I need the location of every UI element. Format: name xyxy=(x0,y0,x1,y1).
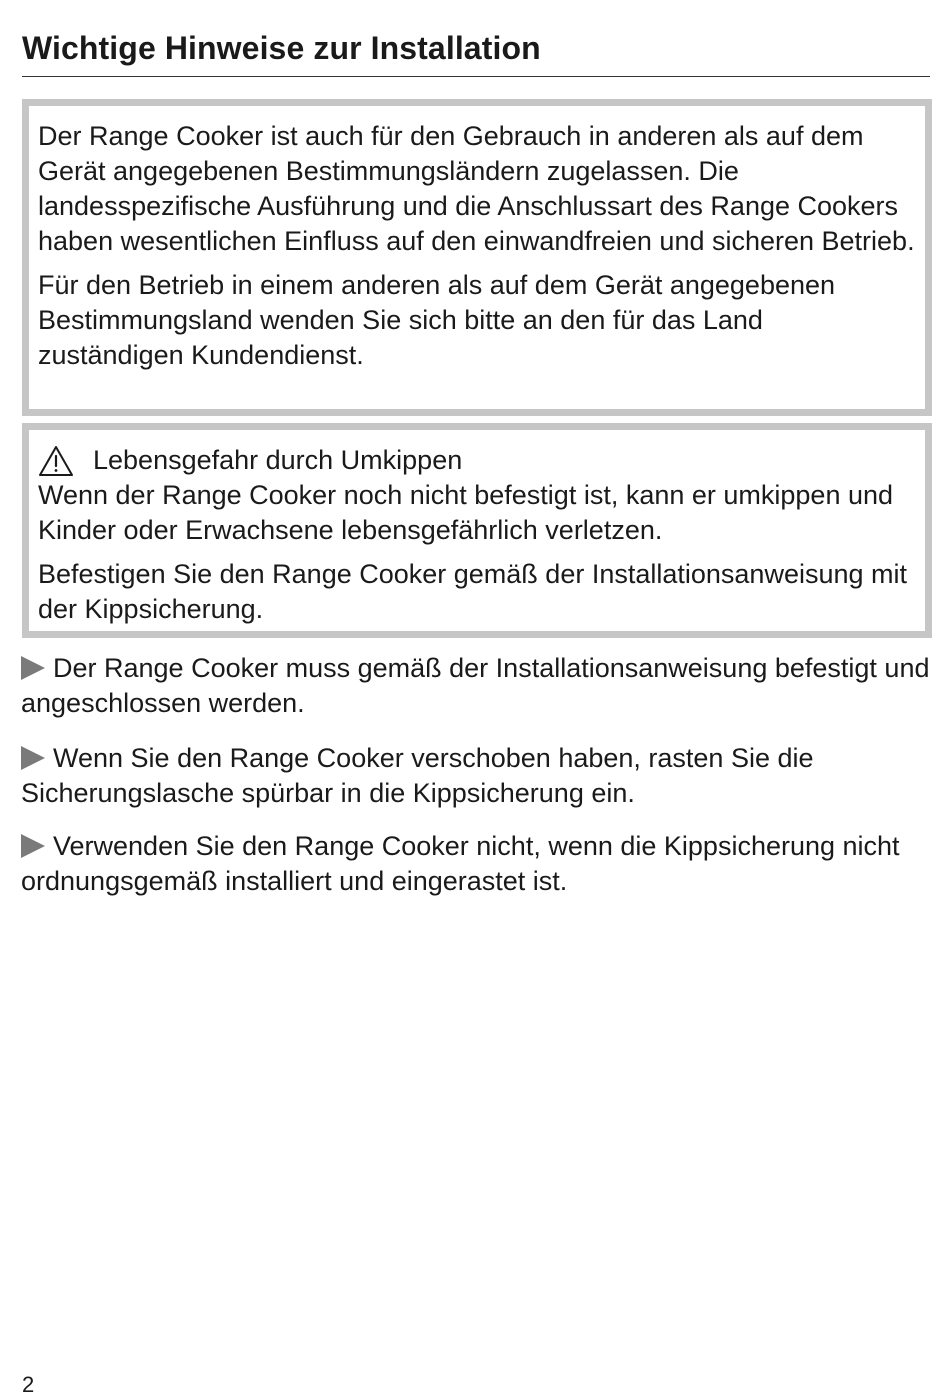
arrow-right-icon xyxy=(21,746,45,770)
info-box xyxy=(22,99,932,416)
action-text: Wenn Sie den Range Cooker verschoben haben, rasten Sie die Sicherungslasche spürbar in die Kippsicherung ein. xyxy=(21,743,814,808)
info-paragraph-2: Für den Betrieb in einem anderen als auf dem Gerät angegebenen Bestimmungsland wenden Sie sich bitte an den für das Land zuständigen Kundendienst. xyxy=(38,270,836,370)
warning-paragraph-1: Wenn der Range Cooker noch nicht befestigt ist, kann er umkippen und Kinder oder Erwachsene lebensgefährlich verletzen. xyxy=(38,480,894,545)
page-title: Wichtige Hinweise zur Installation xyxy=(22,30,541,66)
action-item xyxy=(21,829,931,899)
arrow-right-icon xyxy=(21,834,45,858)
warning-paragraph-2: Befestigen Sie den Range Cooker gemäß der Installationsanweisung mit der Kippsicherung. xyxy=(38,559,907,624)
action-text: Verwenden Sie den Range Cooker nicht, wenn die Kippsicherung nicht ordnungsgemäß installiert und eingerastet ist. xyxy=(21,831,900,896)
warning-box xyxy=(22,423,932,638)
warning-triangle-icon xyxy=(38,445,74,477)
title-divider xyxy=(22,76,930,77)
arrow-right-icon xyxy=(21,656,45,680)
action-item xyxy=(21,741,931,811)
info-paragraph-1: Der Range Cooker ist auch für den Gebrauch in anderen als auf dem Gerät angegebenen Bestimmungsländern zugelassen. Die landesspezifische Ausführung und die Anschlussart des Range Cookers haben wesentlichen Einfluss auf den einwandfreien und sicheren Betrieb. xyxy=(38,121,915,256)
action-text: Der Range Cooker muss gemäß der Installationsanweisung befestigt und angeschlossen werden. xyxy=(21,653,930,718)
page-number: 2 xyxy=(22,1372,35,1397)
warning-heading-row xyxy=(38,443,915,478)
action-item xyxy=(21,651,931,721)
warning-heading: Lebensgefahr durch Umkippen xyxy=(93,445,463,475)
